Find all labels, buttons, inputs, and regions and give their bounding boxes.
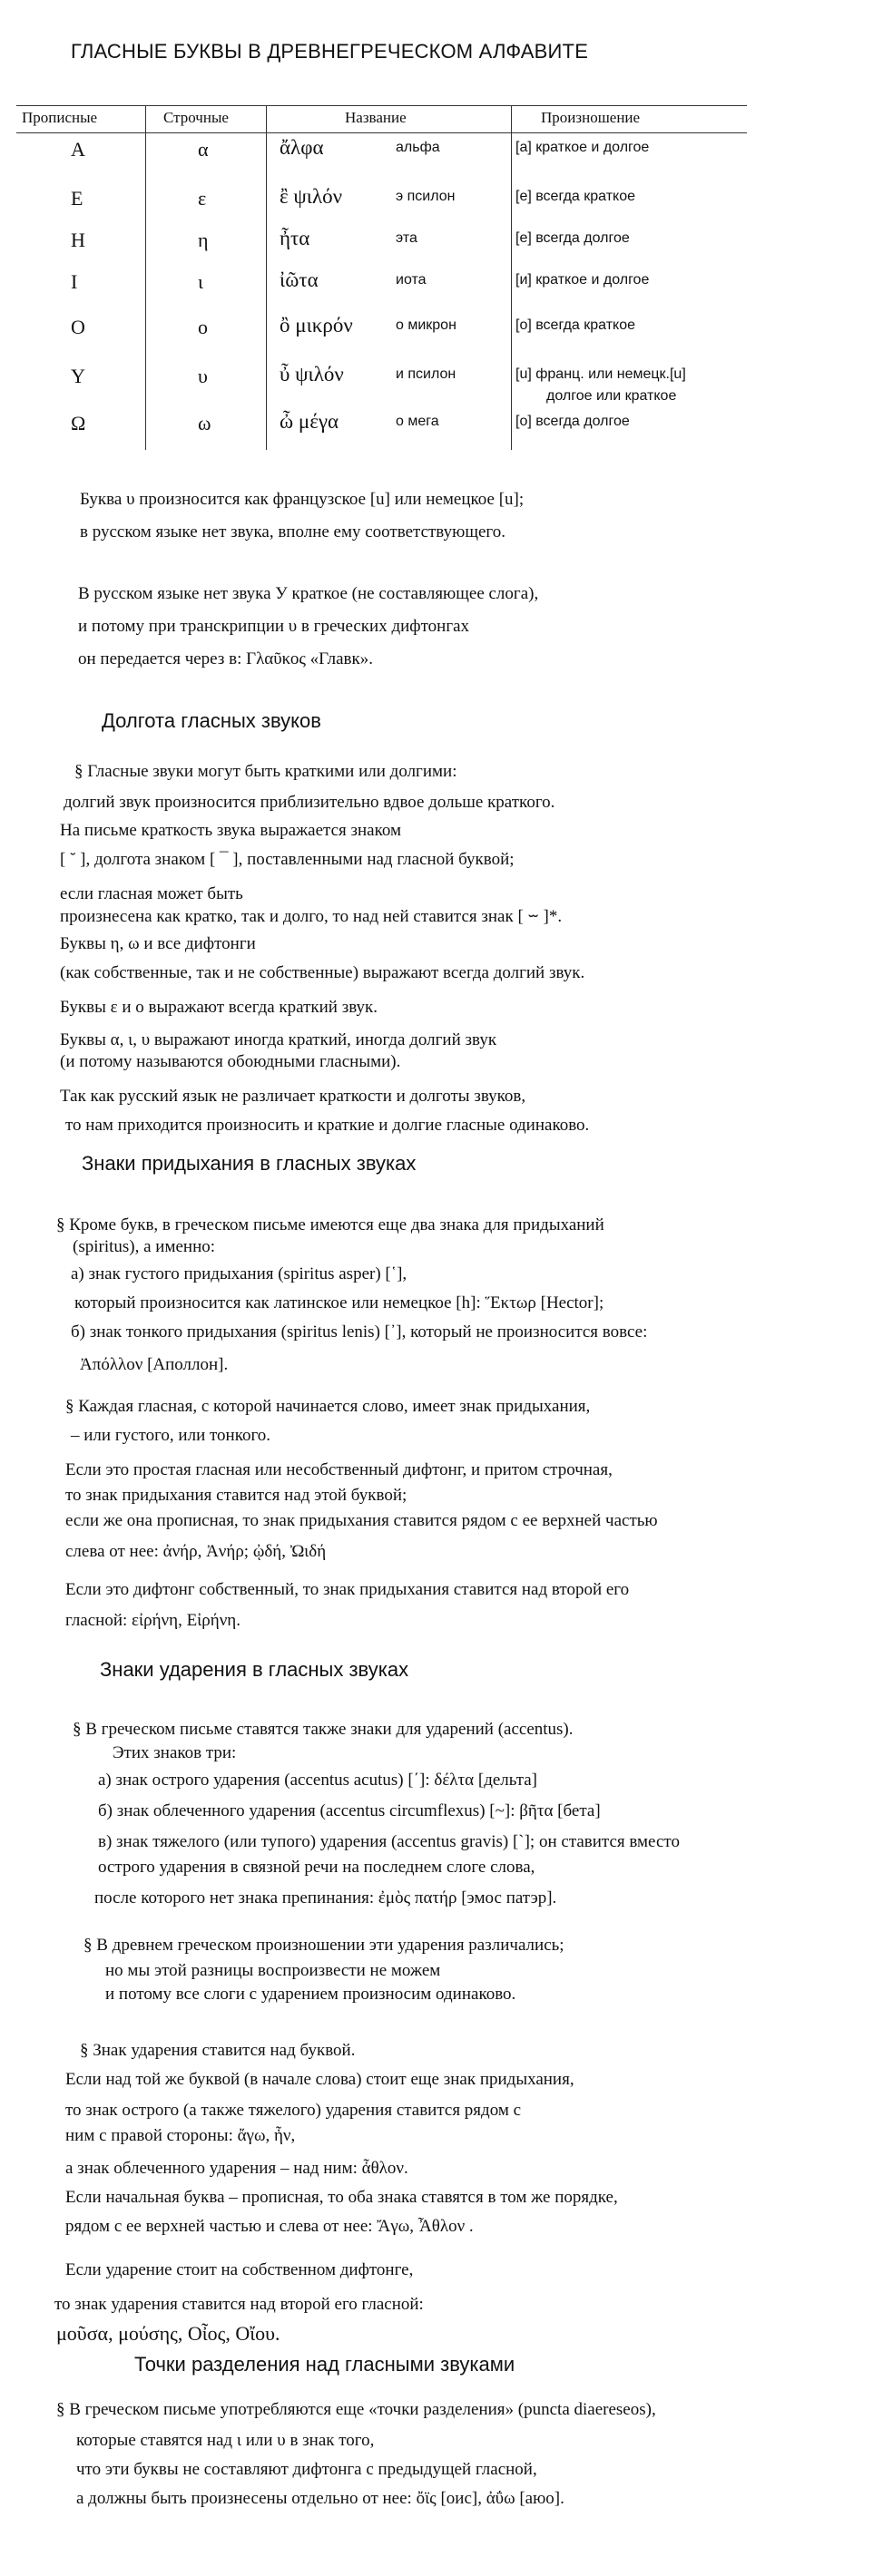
text-line: (как собственные, так и не собственные) выражают всегда долгий звук. <box>60 963 585 982</box>
table-col-rule <box>266 105 267 450</box>
text-line: то знак острого (а также тяжелого) ударения ставится рядом с <box>65 2101 522 2120</box>
text-line: Так как русский язык не различает краткости и долготы звуков, <box>60 1087 526 1106</box>
text-line: Если ударение стоит на собственном дифтонге, <box>65 2260 414 2279</box>
table-cell: [u] франц. или немецк.[u] <box>515 366 686 382</box>
text-line: (spiritus), а именно: <box>73 1237 216 1256</box>
text-line: Если это простая гласная или несобственный дифтонг, и притом строчная, <box>65 1460 613 1479</box>
table-header: Произношение <box>541 109 641 126</box>
text-line: то знак ударения ставится над второй его гласной: <box>54 2295 424 2314</box>
text-line: Если над той же буквой (в начале слова) стоит еще знак придыхания, <box>65 2070 574 2089</box>
table-cell: ἰῶτα <box>280 268 319 291</box>
text-line: после которого нет знака препинания: ἐμὸς πατήρ [эмос патэр]. <box>94 1888 557 1908</box>
text-line: Буква υ произносится как французское [u] или немецкое [u]; <box>80 490 525 509</box>
table-header: Строчные <box>163 109 229 126</box>
text-line: и потому при транскрипции υ в греческих дифтонгах <box>78 617 470 636</box>
text-line: он передается через в: Γλαῦκος «Главк». <box>78 649 374 668</box>
text-line: Ἀπόλλον [Аполлон]. <box>80 1355 229 1374</box>
table-cell: ε <box>198 187 207 210</box>
text-line: § В греческом письме ставятся также знаки для ударений (accentus). <box>73 1720 574 1739</box>
text-line: б) знак облеченного ударения (accentus circumflexus) [~]: βῆτα [бета] <box>98 1801 601 1820</box>
table-header-rule <box>16 132 747 133</box>
text-line: а) знак густого придыхания (spiritus asper) [῾], <box>71 1264 407 1283</box>
text-line: Буквы ε и ο выражают всегда краткий звук. <box>60 998 378 1017</box>
table-cell: ο <box>198 316 208 338</box>
text-line: произнесена как кратко, так и долго, то над ней ставится знак [ ⏖ ]*. <box>60 907 563 926</box>
table-cell: [е] всегда краткое <box>515 189 635 204</box>
table-cell: Υ <box>71 365 85 387</box>
text-line: которые ставятся над ι или υ в знак того, <box>76 2431 375 2450</box>
text-line: в русском языке нет звука, вполне ему соответствующего. <box>80 522 505 542</box>
section-heading: Точки разделения над гласными звуками <box>134 2353 515 2376</box>
text-line: Если начальная буква – прописная, то оба знака ставятся в том же порядке, <box>65 2188 618 2207</box>
table-cell: [е] всегда долгое <box>515 230 630 246</box>
text-line: б) знак тонкого придыхания (spiritus lenis) [᾿], который не произносится вовсе: <box>71 1322 648 1342</box>
table-cell: υ <box>198 365 208 387</box>
text-line: На письме краткость звука выражается знаком <box>60 821 402 840</box>
text-line: [ ˘ ], долгота знаком [ ¯ ], поставленными над гласной буквой; <box>60 850 515 869</box>
text-line: § В греческом письме употребляются еще «точки разделения» (puncta diaereseos), <box>56 2400 656 2419</box>
text-line: Буквы η, ω и все дифтонги <box>60 934 256 953</box>
table-cell: η <box>198 229 209 251</box>
text-line: острого ударения в связной речи на последнем слоге слова, <box>98 1858 535 1877</box>
text-line: который произносится как латинское или немецкое [h]: Ἕκτωρ [Hector]; <box>74 1293 604 1312</box>
table-cell: ἦτα <box>280 227 310 249</box>
section-heading: Знаки ударения в гласных звуках <box>100 1658 409 1681</box>
text-line: то знак придыхания ставится над этой буквой; <box>65 1486 407 1505</box>
table-cell: ὖ ψιλόν <box>280 363 344 385</box>
table-cell: Η <box>71 229 85 251</box>
table-cell: [о] всегда краткое <box>515 317 635 333</box>
text-line: если гласная может быть <box>60 884 243 903</box>
table-col-rule <box>145 105 146 450</box>
table-cell: ι <box>198 270 203 293</box>
table-cell: [о] всегда долгое <box>515 414 630 429</box>
table-col-rule <box>511 105 512 450</box>
table-cell: Ο <box>71 316 85 338</box>
text-line: долгий звук произносится приблизительно вдвое дольше краткого. <box>64 793 555 812</box>
text-line: а) знак острого ударения (accentus acutus) [΄]: δέλτα [дельта] <box>98 1771 538 1790</box>
text-line: а должны быть произнесены отдельно от нее: ὄϊς [оис], ἀΰω [аюо]. <box>76 2489 564 2508</box>
text-line: § Гласные звуки могут быть краткими или долгими: <box>74 762 457 781</box>
table-cell: ἄλφα <box>280 136 324 159</box>
table-cell: о мега <box>396 414 439 429</box>
table-cell: ὦ μέγα <box>280 410 339 433</box>
text-line: то нам приходится произносить и краткие и долгие гласные одинаково. <box>65 1116 590 1135</box>
text-line: μοῦσα, μούσης, Οἶος, Οἴου. <box>56 2322 280 2345</box>
table-cell: альфа <box>396 140 440 155</box>
text-line: ним с правой стороны: ἄγω, ἦν, <box>65 2126 296 2145</box>
text-line: (и потому называются обоюдными гласными). <box>60 1052 401 1071</box>
table-cell: Ι <box>71 270 78 293</box>
text-line: Буквы α, ι, υ выражают иногда краткий, иногда долгий звук <box>60 1030 497 1049</box>
table-cell: о микрон <box>396 317 456 333</box>
text-line: гласной: εἰρήνη, Εἰρήνη. <box>65 1611 240 1630</box>
table-cell: ἒ ψιλόν <box>280 185 343 208</box>
text-line: слева от нее: ἀνήρ, Ἀνήρ; ᾠδή, Ὠιδή <box>65 1542 327 1561</box>
table-cell: [и] краткое и долгое <box>515 272 650 288</box>
table-cell: э псилон <box>396 189 456 204</box>
text-line: – или густого, или тонкого. <box>71 1426 271 1445</box>
table-cell: долгое или краткое <box>546 388 677 404</box>
table-cell: и псилон <box>396 366 456 382</box>
text-line: рядом с ее верхней частью и слева от нее: Ἄγω, Ἆθλον . <box>65 2217 474 2236</box>
table-cell: ω <box>198 412 211 434</box>
table-cell: Α <box>71 138 85 161</box>
section-heading: Знаки придыхания в гласных звуках <box>82 1152 417 1175</box>
table-cell: Ω <box>71 412 86 434</box>
text-line: но мы этой разницы воспроизвести не можем <box>105 1961 441 1980</box>
text-line: в) знак тяжелого (или тупого) ударения (accentus gravis) [`]; он ставится вместо <box>98 1832 680 1851</box>
table-cell: ὂ μικρόν <box>280 314 353 337</box>
text-line: что эти буквы не составляют дифтонга с предыдущей гласной, <box>76 2460 537 2479</box>
text-line: если же она прописная, то знак придыхания ставится рядом с ее верхней частью <box>65 1511 658 1530</box>
table-cell: [а] краткое и долгое <box>515 140 650 155</box>
text-line: а знак облеченного ударения – над ним: ἆθλον. <box>65 2159 408 2178</box>
text-line: и потому все слоги с ударением произносим одинаково. <box>105 1985 516 2004</box>
table-header: Прописные <box>22 109 98 126</box>
text-line: В русском языке нет звука У краткое (не составляющее слога), <box>78 584 539 603</box>
text-line: § Кроме букв, в греческом письме имеются еще два знака для придыханий <box>56 1215 604 1234</box>
table-cell: эта <box>396 230 417 246</box>
table-cell: Ε <box>71 187 83 210</box>
table-top-rule <box>16 105 747 106</box>
section-heading: Долгота гласных звуков <box>102 709 321 732</box>
page-title: ГЛАСНЫЕ БУКВЫ В ДРЕВНЕГРЕЧЕСКОМ АЛФАВИТЕ <box>71 40 589 63</box>
text-line: § Каждая гласная, с которой начинается слово, имеет знак придыхания, <box>65 1397 591 1416</box>
text-line: Если это дифтонг собственный, то знак придыхания ставится над второй его <box>65 1580 630 1599</box>
text-line: § В древнем греческом произношении эти ударения различались; <box>83 1936 564 1955</box>
text-line: § Знак ударения ставится над буквой. <box>80 2041 356 2060</box>
table-cell: иота <box>396 272 427 288</box>
table-header: Название <box>345 109 407 126</box>
table-cell: α <box>198 138 209 161</box>
text-line: Этих знаков три: <box>113 1743 237 1762</box>
